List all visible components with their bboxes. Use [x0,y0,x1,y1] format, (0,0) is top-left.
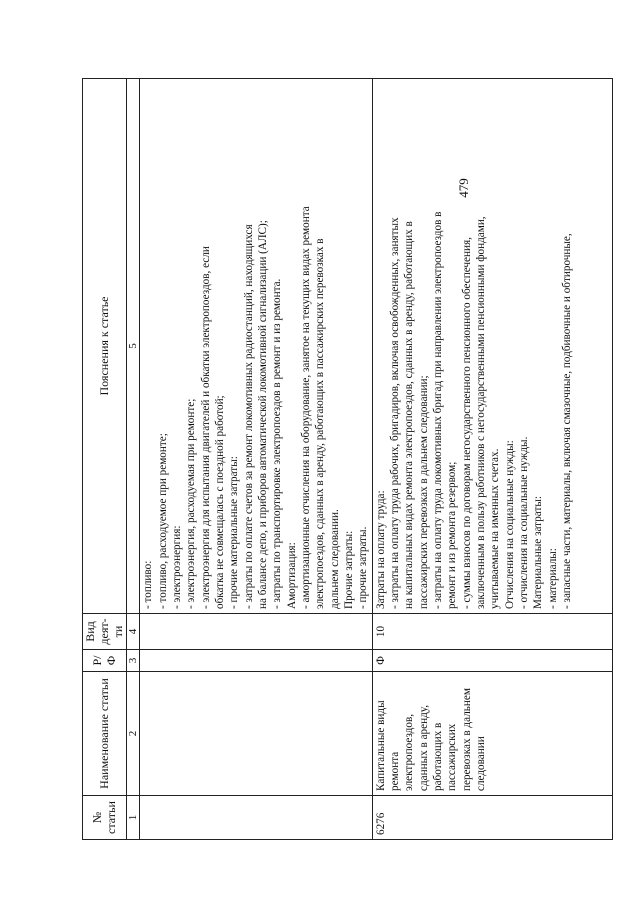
rf-cell: Ф [372,650,612,672]
explanation-cell [140,79,372,614]
explanation-line: - электроэнергия для испытания двигателей и обкатки электропоездов, если [199,246,212,609]
expense-items-table [82,78,613,840]
table-header-row [83,79,127,840]
column-number: 2 [127,672,140,796]
explanation-line: Материальные затраты: [532,496,545,609]
column-number: 1 [127,796,140,840]
header-item-number: № статьи [83,796,127,840]
item-name-cell: Капитальные виды ремонта электропоездов, сданных в аренду, работающих в пассажирских перевозках в дальнем следовании [372,672,612,796]
page-number: 479 [456,178,471,198]
explanation-line: обкатка не совмещалась с поездной работой; [214,395,227,609]
explanation-line: - прочие материальные затраты: [228,456,241,609]
explanation-line: Отчисления на социальные нужды: [503,440,516,609]
explanation-line: пассажирских перевозках в дальнем следовании; [417,375,430,609]
header-item-name: Наименование статьи [83,672,127,796]
rotated-table-frame [82,78,578,840]
table-row [372,79,612,840]
explanation-line: - затраты на оплату труда рабочих, бригадиров, включая освобожденных, занятых [388,217,401,609]
explanation-line: дальнем следовании. [328,509,341,609]
explanation-line: - топливо: [142,560,155,609]
explanation-line: Амортизация: [285,542,298,609]
explanation-line: учитываемые на именных счетах. [489,448,502,609]
item-number-cell [140,796,372,840]
explanation-line: - амортизационные отчисления на оборудование, занятое на текущих видах ремонта [300,206,312,609]
column-number: 3 [127,650,140,672]
explanation-line: - отчисления на социальные нужды. [517,436,530,609]
explanation-line: - затраты на оплату труда локомотивных бригад при направлении электропоездов в [431,211,444,609]
table-row [140,79,372,840]
explanation-line: - электроэнергия, расходуемая при ремонте; [185,398,198,609]
explanation-line: электропоездов, сданных в аренду, работающих в пассажирских перевозках в [314,238,327,609]
explanation-line: - электроэнергия: [171,525,184,609]
item-name-cell [140,672,372,796]
header-explanation: Пояснения к статье [83,79,127,614]
explanation-line: заключенным в пользу работников с негосударственными пенсионными фондами, [474,216,487,609]
explanation-line: Прочие затраты: [342,530,355,609]
explanation-line: - затраты по оплате счетов за ремонт локомотивных радиостанций, находящихся [242,224,255,609]
explanation-line: - затраты по транспортировке электропоездов в ремонт и из ремонта. [271,278,284,609]
column-number: 4 [127,614,140,650]
activity-cell: 10 [372,614,612,650]
explanation-line: - прочие затраты. [357,526,370,609]
item-number-cell: 6276 [372,796,612,840]
explanation-line: ремонт и из ремонта резервом; [446,461,459,609]
explanation-line: - материалы: [546,548,559,609]
header-activity-type: Вид деят-ти [83,614,127,650]
explanation-line: - запасные части, материалы, включая смазочные, подбивочные и обтирочные, [560,233,573,609]
explanation-cell [372,79,612,614]
explanation-line: - топливо, расходуемое при ремонте; [156,433,169,609]
rf-cell [140,650,372,672]
column-number-row [127,79,140,840]
explanation-line: - суммы взносов по договорам негосударственного пенсионного обеспечения, [460,237,473,609]
column-number: 5 [127,79,140,614]
explanation-line: Затраты на оплату труда: [374,490,387,609]
explanation-line: на капитальных видах ремонта электропоездов, сданных в аренду, работающих в [403,221,416,609]
explanation-line: на балансе депо, и приборов автоматической локомотивной сигнализации (АЛС); [257,220,270,609]
header-rf: Р/ Ф [83,650,127,672]
activity-cell [140,614,372,650]
